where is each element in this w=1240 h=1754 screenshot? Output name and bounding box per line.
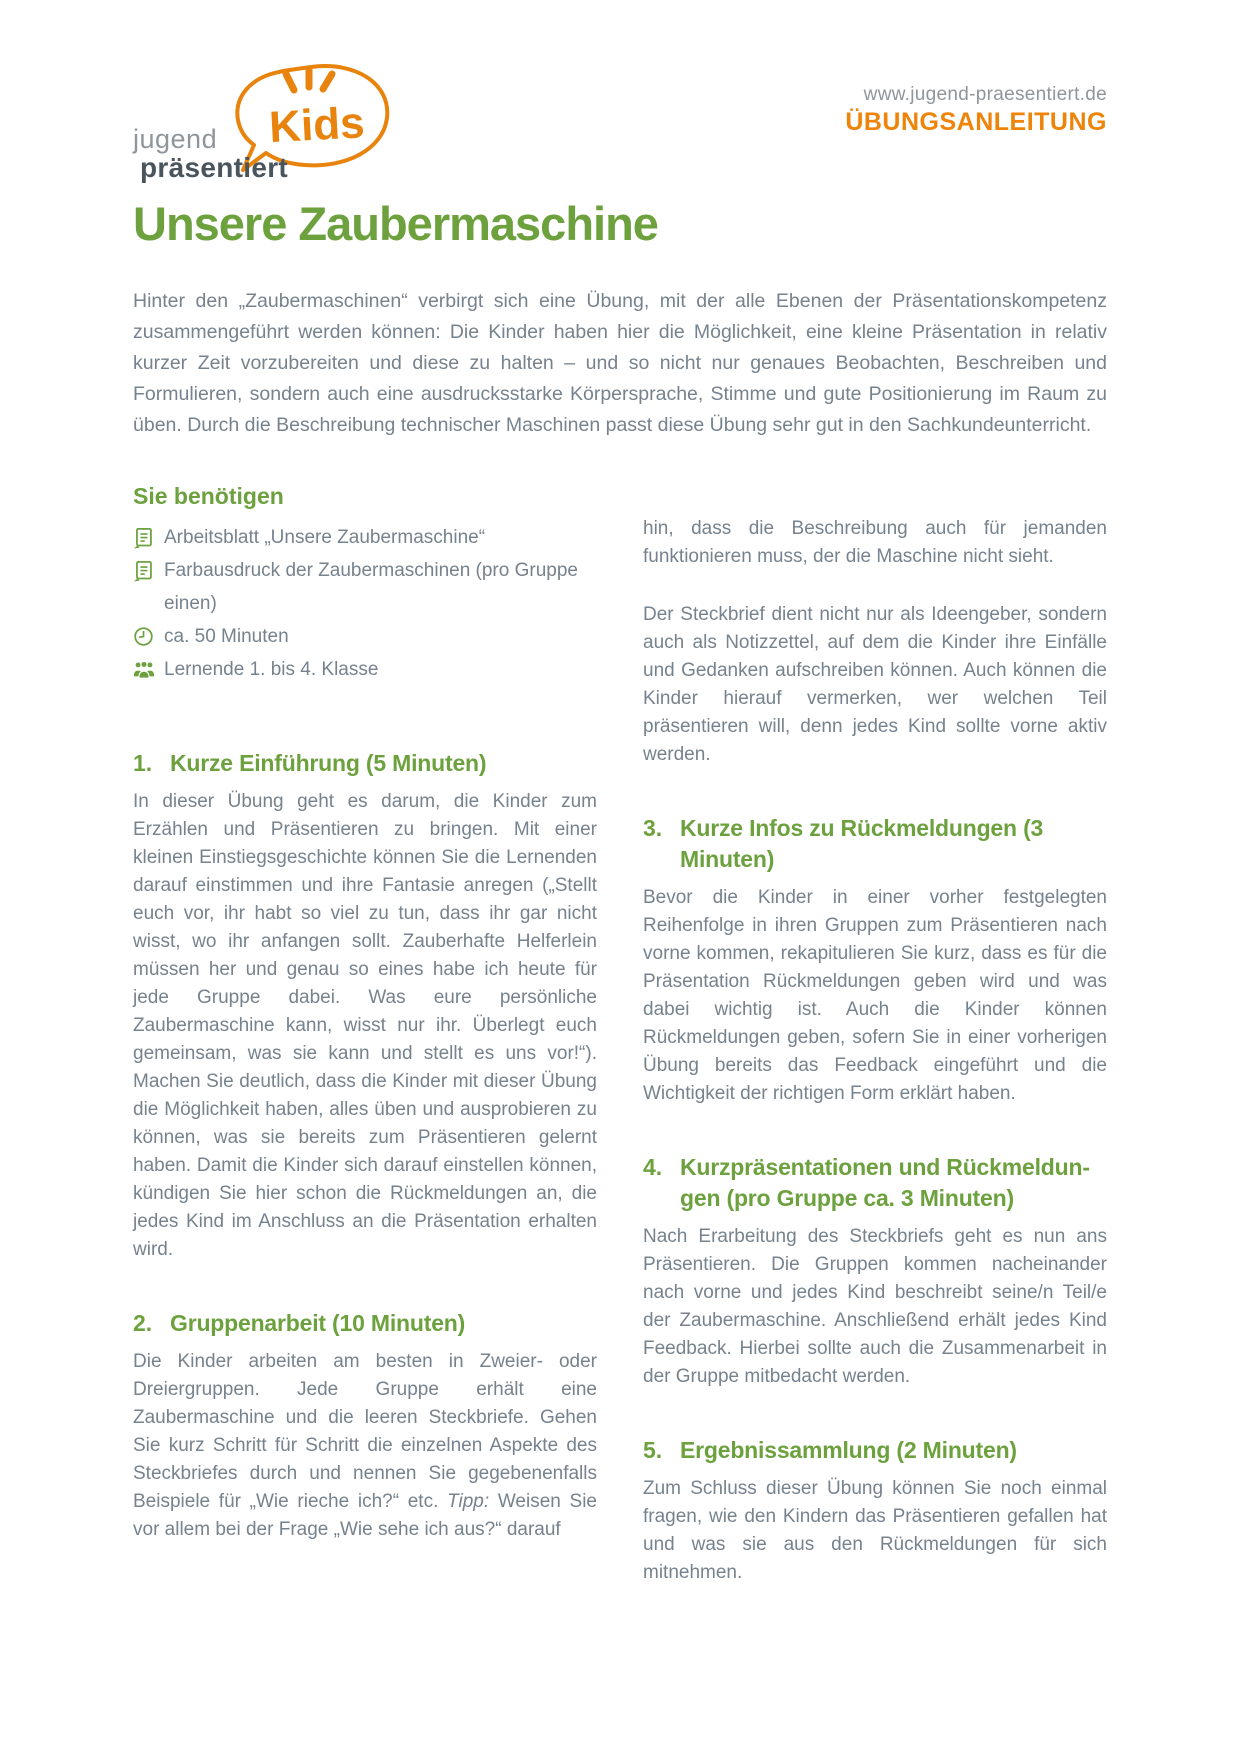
requirement-text: ca. 50 Minuten [164, 626, 289, 647]
section-5-heading [643, 1435, 1107, 1466]
section-2-continuation: hin, dass die Beschreibung auch für jemanden funktionieren muss, der die Maschine nicht sieht. [643, 518, 1107, 567]
section-2-body [133, 1348, 597, 1544]
requirements-block [133, 481, 597, 686]
list-item [133, 620, 597, 653]
section-2-note: Der Steckbrief dient nicht nur als Ideengeber, sondern auch als Notizzettel, auf dem die Kinder ihre Einfälle und Gedanken aufschreiben können. Auch können die Kinder hierauf vermerken, wer welchen Teil präsentieren will, denn jedes Kind sollte vorne aktiv werden. [643, 604, 1107, 765]
section-number: 3. [643, 815, 663, 841]
section-number: 4. [643, 1154, 663, 1180]
list-item [133, 521, 597, 554]
worksheet-icon [133, 521, 164, 554]
clock-icon [133, 620, 164, 653]
section-3-body: Bevor die Kinder in einer vorher festgelegten Reihenfolge in ihren Gruppen zum Präsentieren nach vorne kommen, rekapitulieren Sie kurz, dass es für die Präsentation Rückmeldungen geben wird und was dabei wichtig ist. Auch die Kinder können Rückmeldungen geben, sofern Sie in einer vorherigen Übung bereits das Feedback eingeführt und die Wichtigkeit der richtigen Form erklärt haben. [643, 887, 1107, 1104]
section-number: 5. [643, 1437, 663, 1463]
section-number: 1. [133, 750, 153, 776]
section-2-heading [133, 1308, 597, 1339]
section-3 [643, 813, 1107, 1108]
kids-bubble-label: Kids [267, 98, 366, 153]
intro-paragraph: Hinter den „Zaubermaschinen“ verbirgt sich eine Übung, mit der alle Ebenen der Präsentationskompetenz zusammengeführt werden können: Die Kinder haben hier die Möglichkeit, eine kleine Präsentation in relativ kurzer Zeit vorzubereiten und diese zu halten – und so nicht nur genaues Beobachten, Beschreiben und Formulieren, sondern auch eine ausdrucksstarke Körpersprache, Stimme und gute Positionierung im Raum zu üben. Durch die Beschreibung technischer Maschinen passt diese Übung sehr gut in den Sachkundeunterricht. [133, 290, 1107, 436]
section-4 [643, 1152, 1107, 1391]
section-2-body-part1: Die Kinder arbeiten am besten in Zweier- oder Dreiergruppen. Jede Gruppe erhält eine Zaubermaschine und die leeren Steckbriefe. Gehen Sie kurz Schritt für Schritt die einzelnen Aspekte des Steckbriefes durch und nennen Sie gegebenenfalls Beispiele für „Wie rieche ich?“ etc. [133, 1351, 597, 1512]
logo-wordmark-jugend: jugend [133, 124, 218, 154]
section-5-body: Zum Schluss dieser Übung können Sie noch einmal fragen, wie den Kindern das Präsentieren gefallen hat und was sie aus den Rückmeldungen für sich mitnehmen. [643, 1478, 1107, 1583]
section-title: Ergebnissammlung (2 Minuten) [680, 1437, 1017, 1463]
right-column [643, 481, 1107, 1587]
section-4-heading [643, 1152, 1107, 1214]
requirement-text: Farbausdruck der Zaubermaschinen (pro Gruppe einen) [164, 560, 578, 614]
worksheet-icon [133, 554, 164, 620]
logo-wordmark-praesentiert: präsentiert [140, 152, 289, 183]
two-column-layout [133, 481, 1107, 1587]
section-2 [133, 1308, 597, 1544]
people-icon [133, 653, 164, 686]
section-1-body: In dieser Übung geht es darum, die Kinder zum Erzählen und Präsentieren zu bringen. Mit einer kleinen Einstiegsgeschichte können Sie die Lernenden darauf einstimmen und ihre Fantasie anregen („Stellt euch vor, ihr habt so viel zu tun, dass ihr gar nicht wisst, wo ihr anfangen sollt. Zauberhafte Helferlein müssen her und genau so eines habe ich heute für jede Gruppe dabei. Was eure persönliche Zaubermaschine kann, wisst nur ihr. Überlegt euch gemeinsam, was sie kann und stellt es uns vor!“). Machen Sie deutlich, dass die Kinder mit dieser Übung die Möglichkeit haben, alles üben und ausprobieren zu können, was sie bereits zum Präsentieren gelernt haben. Damit die Kinder sich darauf einstellen können, kündigen Sie hier schon die Rückmeldungen an, die jedes Kind im Anschluss an die Präsentation erhalten wird. [133, 791, 597, 1260]
requirement-text: Arbeitsblatt „Unsere Zaubermaschine“ [164, 527, 486, 548]
header-right-block [845, 60, 1107, 190]
doc-type-label: ÜBUNGSANLEITUNG [845, 108, 1107, 136]
requirements-list [133, 521, 597, 686]
section-title: Gruppenarbeit (10 Minuten) [170, 1310, 466, 1336]
section-title: Kurze Infos zu Rückmeldungen (3 Minuten) [680, 815, 1044, 872]
page-header [133, 60, 1107, 190]
section-5 [643, 1435, 1107, 1587]
requirement-text: Lernende 1. bis 4. Klasse [164, 659, 379, 680]
requirements-heading: Sie benötigen [133, 483, 284, 509]
section-title: Kurze Einführung (5 Minuten) [170, 750, 487, 776]
left-column [133, 481, 597, 1587]
section-number: 2. [133, 1310, 153, 1336]
section-1 [133, 748, 597, 1264]
page-title: Unsere Zaubermaschine [133, 197, 658, 250]
section-3-heading [643, 813, 1107, 875]
section-4-body: Nach Erarbeitung des Steckbriefs geht es nun ans Präsentieren. Die Gruppen kommen nacheinander nach vorne und jedes Kind beschreibt seine/n Teil/e der Zaubermaschine. Anschließend erhält jedes Kind Feedback. Hierbei sollte auch die Zusammenarbeit in der Gruppe mitbedacht werden. [643, 1226, 1107, 1387]
jugend-praesentiert-kids-logo [133, 60, 433, 190]
list-item [133, 554, 597, 620]
tipp-label: Tipp: [447, 1491, 490, 1512]
section-1-heading [133, 748, 597, 779]
section-title: Kurzpräsentationen und Rückmeldungen (pro Gruppe ca. 3 Minuten) [680, 1154, 1090, 1211]
website-url: www.jugend-praesentiert.de [863, 84, 1107, 105]
list-item [133, 653, 597, 686]
section-2-body-part2: Weisen Sie vor allem bei der Frage „Wie sehe ich aus?“ darauf [133, 1491, 598, 1540]
